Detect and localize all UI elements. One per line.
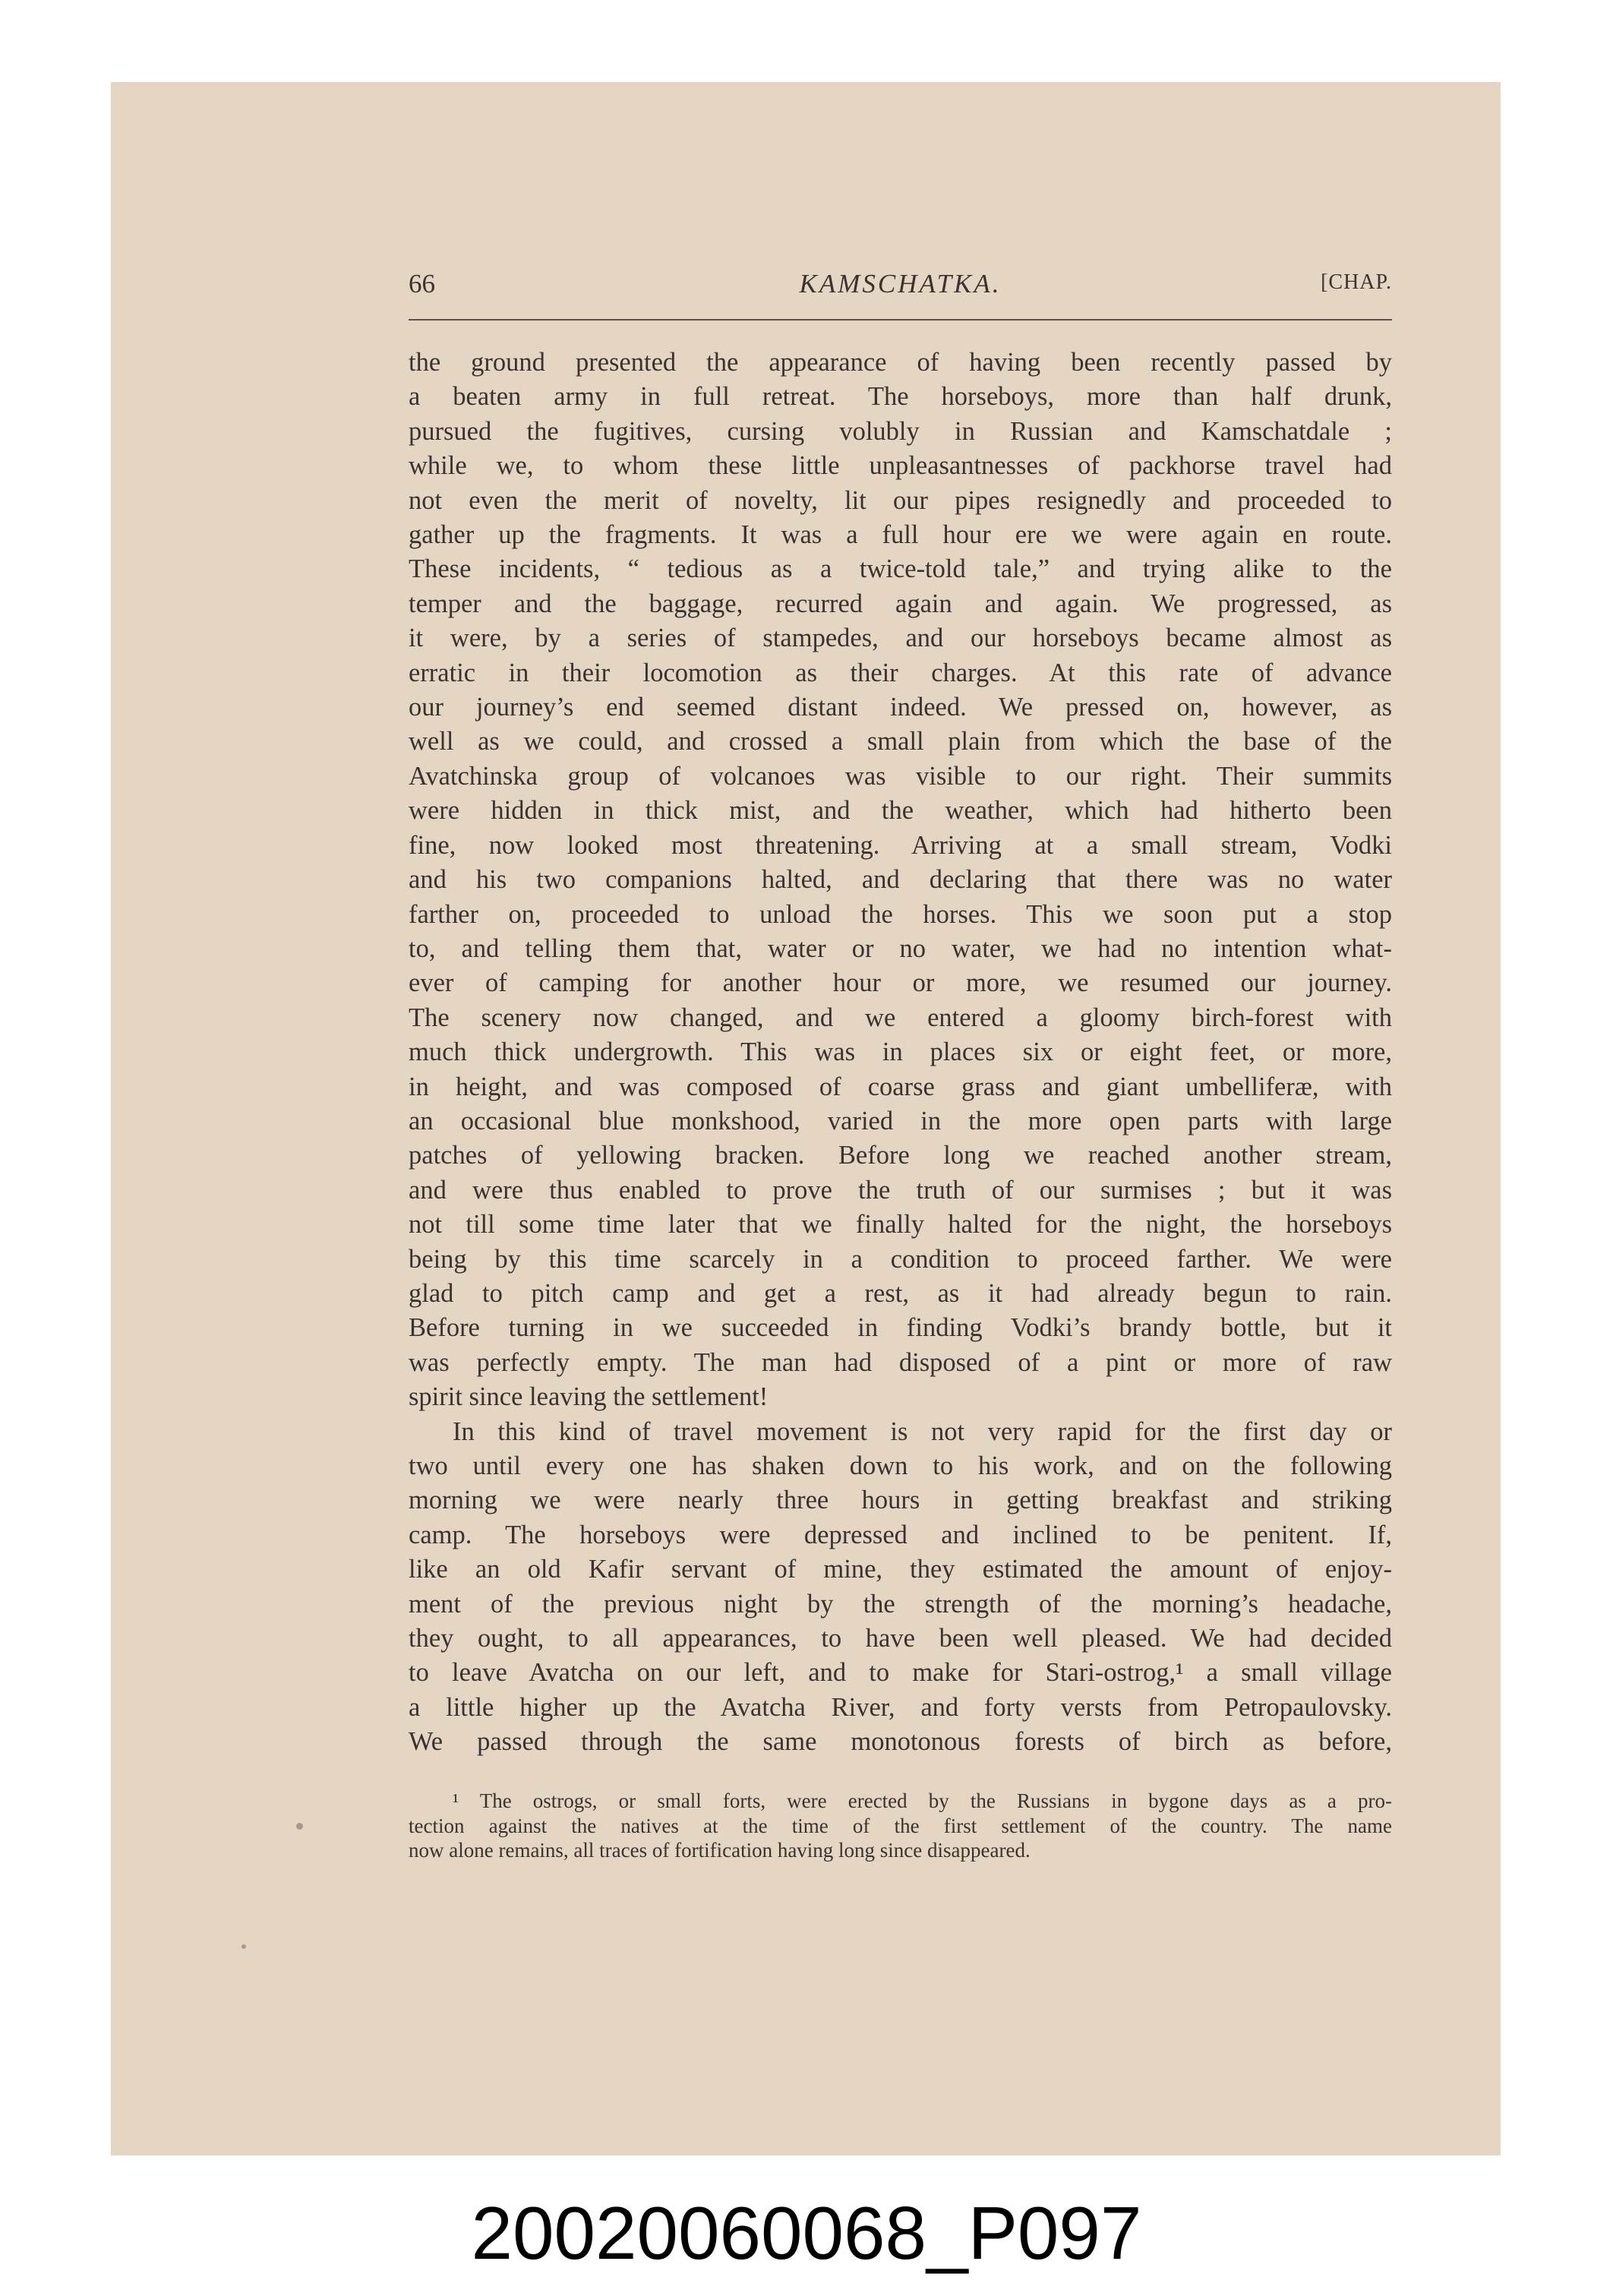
footnote-line: now alone remains, all traces of fortification having long since disappeared. xyxy=(409,1839,1031,1862)
text-line: ment of the previous night by the strength of the morning’s headache, xyxy=(409,1589,1392,1619)
paper-speck xyxy=(296,1823,303,1830)
text-line: and his two companions halted, and declaring that there was no water xyxy=(409,865,1392,895)
text-line: spirit since leaving the settlement! xyxy=(409,1382,769,1412)
text-line: glad to pitch camp and get a rest, as it had already begun to rain. xyxy=(409,1278,1392,1308)
image-id-caption: 20020060068_P097 xyxy=(471,2191,1142,2275)
text-line: morning we were nearly three hours in getting breakfast and striking xyxy=(409,1486,1392,1515)
header-rule xyxy=(409,319,1392,321)
text-line: two until every one has shaken down to his work, and on the following xyxy=(409,1451,1392,1480)
text-line: our journey’s end seemed distant indeed. We pressed on, however, as xyxy=(409,693,1392,722)
page-header xyxy=(409,266,1392,311)
paper-speck xyxy=(241,1944,246,1949)
text-line: much thick undergrowth. This was in places six or eight feet, or more, xyxy=(409,1037,1392,1067)
text-line: The scenery now changed, and we entered a gloomy birch-forest with xyxy=(409,1003,1392,1032)
text-line: to, and telling them that, water or no water, we had no intention what- xyxy=(409,933,1392,963)
text-line: Avatchinska group of volcanoes was visible to our right. Their summits xyxy=(409,761,1392,791)
text-line: were hidden in thick mist, and the weather, which had hitherto been xyxy=(409,796,1392,826)
page-number: 66 xyxy=(409,269,435,298)
footnote-line: tection against the natives at the time of the first settlement of the country. The name xyxy=(409,1814,1392,1837)
running-title: KAMSCHATKA. xyxy=(799,269,1002,298)
text-line: pursued the fugitives, cursing volubly in Russian and Kamschatdale ; xyxy=(409,416,1392,446)
footnote-line: ¹ The ostrogs, or small forts, were erected by the Russians in bygone days as a pro- xyxy=(453,1789,1392,1812)
text-line: patches of yellowing bracken. Before long we reached another stream, xyxy=(409,1141,1392,1170)
text-line: to leave Avatcha on our left, and to make for Stari-ostrog,¹ a small village xyxy=(409,1658,1392,1688)
text-line: the ground presented the appearance of having been recently passed by xyxy=(409,348,1392,377)
text-line: well as we could, and crossed a small plain from which the base of the xyxy=(409,727,1392,756)
text-line: a beaten army in full retreat. The horseboys, more than half drunk, xyxy=(409,382,1392,412)
text-line: Before turning in we succeeded in finding Vodki’s brandy bottle, but it xyxy=(409,1313,1392,1343)
text-line: gather up the fragments. It was a full hour ere we were again en route. xyxy=(409,520,1392,550)
text-line: temper and the baggage, recurred again and again. We progressed, as xyxy=(409,589,1392,618)
text-line: not till some time later that we finally halted for the night, the horseboys xyxy=(409,1210,1392,1240)
text-line: and were thus enabled to prove the truth of our surmises ; but it was xyxy=(409,1175,1392,1205)
text-line: camp. The horseboys were depressed and inclined to be penitent. If, xyxy=(409,1520,1392,1549)
text-line: being by this time scarcely in a condition to proceed farther. We were xyxy=(409,1244,1392,1274)
text-line: erratic in their locomotion as their charges. At this rate of advance xyxy=(409,658,1392,687)
text-line: was perfectly empty. The man had disposed of a pint or more of raw xyxy=(409,1347,1392,1377)
chapter-mark: [CHAP. xyxy=(1321,270,1392,294)
footnote xyxy=(409,1789,1392,1863)
text-line: fine, now looked most threatening. Arriving at a small stream, Vodki xyxy=(409,830,1392,860)
text-line: not even the merit of novelty, lit our pipes resignedly and proceeded to xyxy=(409,485,1392,515)
text-line: in height, and was composed of coarse grass and giant umbelliferæ, with xyxy=(409,1072,1392,1101)
text-line: ever of camping for another hour or more, we resumed our journey. xyxy=(409,968,1392,998)
text-line: it were, by a series of stampedes, and our horseboys became almost as xyxy=(409,624,1392,653)
text-line: an occasional blue monkshood, varied in the more open parts with large xyxy=(409,1106,1392,1135)
body-text xyxy=(409,346,1392,1760)
text-line: We passed through the same monotonous forests of birch as before, xyxy=(409,1727,1392,1757)
text-line: while we, to whom these little unpleasantnesses of packhorse travel had xyxy=(409,451,1392,481)
text-line: like an old Kafir servant of mine, they estimated the amount of enjoy- xyxy=(409,1555,1392,1584)
text-line: In this kind of travel movement is not very rapid for the first day or xyxy=(453,1416,1392,1446)
text-line: These incidents, “ tedious as a twice-told tale,” and trying alike to the xyxy=(409,554,1392,584)
text-line: they ought, to all appearances, to have been well pleased. We had decided xyxy=(409,1624,1392,1653)
text-line: a little higher up the Avatcha River, and forty versts from Petropaulovsky. xyxy=(409,1692,1392,1722)
text-line: farther on, proceeded to unload the horses. This we soon put a stop xyxy=(409,899,1392,929)
